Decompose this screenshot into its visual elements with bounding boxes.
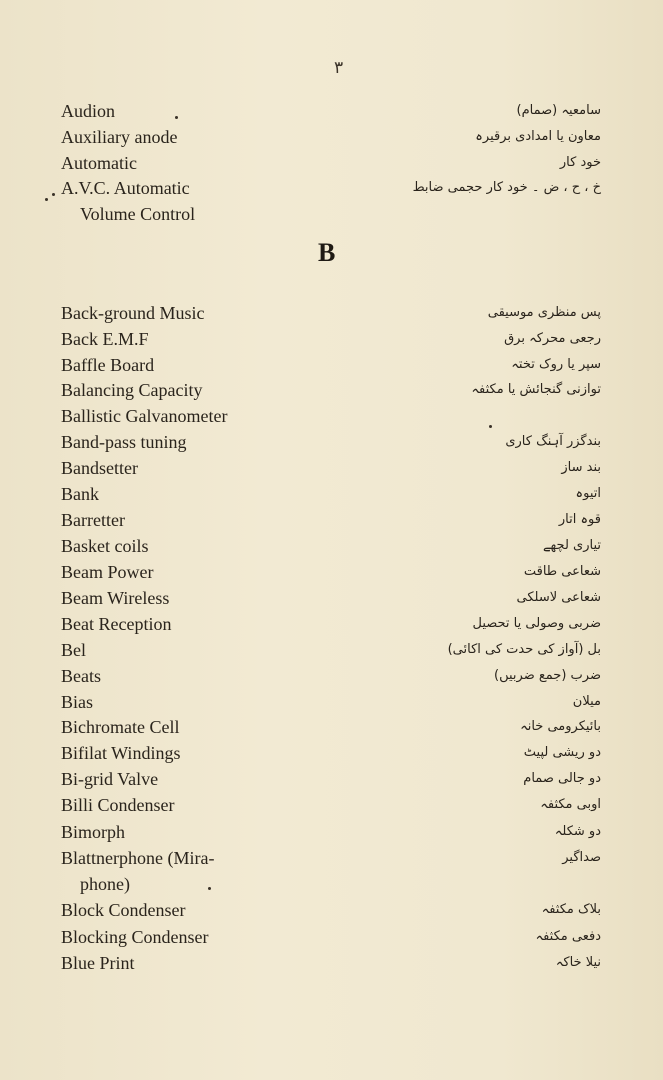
english-term: Bel [61, 640, 86, 660]
urdu-term: ضرب (جمع ضربیں) [494, 668, 601, 683]
urdu-term: سپر یا روک تختہ [511, 357, 601, 372]
entry-row [0, 329, 663, 355]
entry-row [0, 127, 663, 153]
entry-row [0, 562, 663, 588]
urdu-term: پس منظری موسیقی [487, 305, 601, 320]
english-term: Blocking Condenser [61, 927, 209, 947]
english-term: Baffle Board [61, 355, 155, 375]
english-term: Blue Print [61, 953, 135, 973]
entry-row [0, 743, 663, 769]
entry-row [0, 536, 663, 562]
entry-row [0, 769, 663, 795]
print-speck [175, 116, 178, 119]
english-term: Auxiliary anode [61, 127, 178, 147]
english-term: Balancing Capacity [61, 380, 203, 400]
entry-row [0, 874, 663, 900]
entry-row [0, 204, 663, 230]
english-term: Bi-grid Valve [61, 769, 159, 789]
entry-row [0, 953, 663, 979]
english-term: Bifilat Windings [61, 743, 181, 763]
page-number: ۳ [334, 58, 344, 77]
urdu-term: تیاری لچھے [542, 538, 601, 553]
english-term: Automatic [61, 153, 137, 173]
entry-row [0, 153, 663, 179]
urdu-term: اوبی مکثفہ [540, 797, 601, 812]
english-term: Bichromate Cell [61, 717, 180, 737]
entry-row [0, 822, 663, 848]
english-term: Beam Wireless [61, 588, 170, 608]
english-term: Ballistic Galvanometer [61, 406, 228, 426]
urdu-term: بائیکرومی خانہ [520, 719, 601, 734]
english-term: Audion [61, 101, 115, 121]
entry-row [0, 458, 663, 484]
urdu-term: دفعی مکثفہ [535, 929, 601, 944]
english-term: Barretter [61, 510, 125, 530]
english-term: phone) [80, 874, 130, 894]
print-speck [208, 887, 211, 890]
entry-row [0, 101, 663, 127]
urdu-term: دو ریشی لپیٹ [523, 745, 601, 760]
english-term: Bimorph [61, 822, 126, 842]
entry-row [0, 614, 663, 640]
english-term: Beam Power [61, 562, 154, 582]
urdu-term: ضربی وصولی یا تحصیل [472, 616, 601, 631]
entry-row [0, 795, 663, 821]
english-term: Basket coils [61, 536, 149, 556]
urdu-term: شعاعی طاقت [523, 564, 601, 579]
entry-row [0, 640, 663, 666]
english-term: Bias [61, 692, 94, 712]
entry-row [0, 717, 663, 743]
urdu-term: بلاک مکثفہ [541, 902, 601, 917]
entry-row [0, 178, 663, 204]
entry-row [0, 588, 663, 614]
urdu-term: رجعی محرکہ برق [504, 331, 601, 346]
urdu-term: خود کار [559, 155, 601, 170]
english-term: Back-ground Music [61, 303, 205, 323]
entry-row [0, 303, 663, 329]
urdu-term: اتیوہ [575, 486, 601, 501]
entry-row [0, 432, 663, 458]
urdu-term: صداگیر [562, 850, 601, 865]
english-term: Billi Condenser [61, 795, 175, 815]
urdu-term: سامعیہ (صمام) [516, 103, 601, 118]
urdu-term: بل (آواز کی حدت کی اکائی) [447, 642, 601, 657]
urdu-term: شعاعی لاسلکی [516, 590, 601, 605]
urdu-term: معاون یا امدادی برقیرہ [475, 129, 601, 144]
entry-row [0, 692, 663, 718]
entry-row [0, 666, 663, 692]
urdu-term: قوہ اتار [558, 512, 601, 527]
entry-row [0, 380, 663, 406]
entry-row [0, 406, 663, 432]
urdu-term: خ ، ح ، ض ۔ خود کار حجمی ضابط [412, 180, 601, 195]
english-term: Beat Reception [61, 614, 172, 634]
english-term: Band-pass tuning [61, 432, 187, 452]
english-term: Block Condenser [61, 900, 186, 920]
english-term: Bank [61, 484, 99, 504]
english-term: Bandsetter [61, 458, 138, 478]
urdu-term: توازنی گنجائش یا مکثفہ [471, 382, 601, 397]
entry-row [0, 848, 663, 874]
urdu-term: نیلا خاکہ [555, 955, 601, 970]
english-term: Back E.M.F [61, 329, 149, 349]
entry-row [0, 927, 663, 953]
print-speck [45, 198, 48, 201]
urdu-term: دو شکلہ [554, 824, 601, 839]
entry-row [0, 900, 663, 926]
print-speck [489, 425, 492, 428]
section-letter: B [318, 238, 336, 267]
entry-row [0, 484, 663, 510]
print-speck [52, 193, 55, 196]
urdu-term: دو جالی صمام [523, 771, 601, 786]
entry-row [0, 510, 663, 536]
urdu-term: میلان [572, 694, 601, 709]
english-term: Volume Control [80, 204, 196, 224]
english-term: Blattnerphone (Mira- [61, 848, 215, 868]
urdu-term: بند ساز [561, 460, 601, 475]
entry-row [0, 355, 663, 381]
english-term: A.V.C. Automatic [61, 178, 190, 198]
urdu-term: بندگزر آہنگ کاری [505, 434, 601, 449]
english-term: Beats [61, 666, 101, 686]
